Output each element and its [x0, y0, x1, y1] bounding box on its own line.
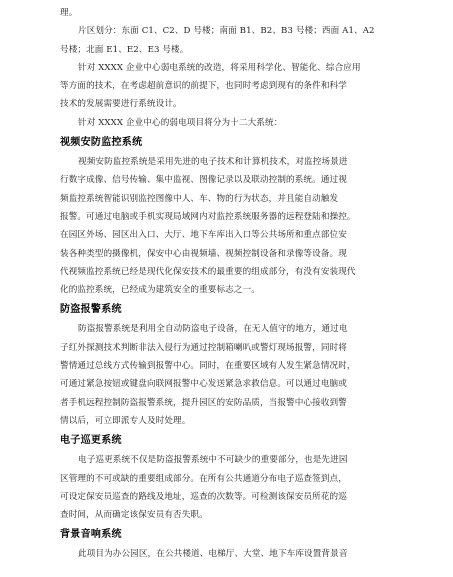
section-video-surveillance [60, 133, 393, 299]
section-heading: 防盗报警系统 [60, 304, 122, 316]
text-line: 视频安防监控系统是采用先进的电子技术和计算机技术，对监控场景进 [78, 157, 348, 168]
text-line: 频监控系统智能识别监控图像中人、车、物的行为状态，并且能自动触发 [60, 193, 339, 204]
text-line: 电子巡更系统不仅是防盗报警系统中不可缺少的重要部分，也是先进园 [78, 455, 348, 466]
text-line: 防盗报警系统是利用全自动防盗电子设备，在无人值守的地方，通过电 [78, 324, 348, 335]
text-line: 在园区外场、园区出入口、大厅、地下车库出入口等公共场所和重点部位安 [60, 230, 347, 241]
text-line: 报警。可通过电脑或手机实现局域网内对监控系统服务器的远程登陆和操控。 [60, 211, 356, 222]
text-line: 片区划分：东面 C1、C2、D 号楼；南面 B1、B2、B3 号楼；西面 A1、A2 [78, 26, 375, 37]
text-line: 警情通过总线方式传输到报警中心。同时，在重要区域有人发生紧急情况时， [60, 361, 356, 372]
text-line: 子红外探测技术判断非法入侵行为通过控制箱喇叭或警灯现场报警，同时将 [60, 342, 347, 353]
text-line: 号楼；北面 E1、E2、E3 号楼。 [60, 44, 189, 55]
text-line: 理。 [60, 8, 78, 18]
text-line: 化的监控系统，已经成为建筑安全的重要标志之一。 [60, 285, 260, 296]
section-heading: 电子巡更系统 [60, 435, 122, 447]
section-intrusion-alarm [60, 300, 393, 430]
text-line: 代视频监控系统已经是现代化保安技术的最重要的组成部分，有没有安装现代 [60, 266, 356, 277]
text-line: 装各种类型的摄像机，保安中心由视频墙、视频控制设备和录像等设备。现 [60, 248, 347, 259]
design-paragraph [60, 59, 393, 114]
text-line: 可设定保安员巡查的路线及地址，巡查的次数等。可检测该保安员所花的巡 [60, 491, 347, 502]
section-background-audio [60, 525, 393, 563]
text-line: 可通过紧急按钮或键盘向联网报警中心发送紧急求救信息。可以通过电脑或 [60, 379, 347, 390]
section-heading: 背景音响系统 [60, 529, 122, 541]
section-guard-patrol [60, 431, 393, 524]
text-line: 技术的发展需要进行系统设计。 [60, 99, 182, 110]
text-line: 等方面的技术，在考虑超前意识的前提下，也同时考虑到现有的条件和科学 [60, 81, 347, 92]
text-line: 区管理的不可或缺的重要组成部分。在所有公共通道分布电子巡查签到点， [60, 473, 347, 484]
text-line: 针对 XXXX 企业中心弱电系统的改造，将采用科学化、智能化、综合应用 [78, 62, 361, 73]
zoning-paragraph [60, 22, 393, 59]
text-line: 查时间，从而确定该保安员有否失职。 [60, 510, 208, 521]
text-line: 行数字成像、信号传输、集中监视、图像记录以及联动控制的系统。通过视 [60, 175, 347, 186]
summary-line: 针对 XXXX 企业中心的弱电项目将分为十二大系统： [78, 117, 283, 128]
section-heading: 视频安防监控系统 [60, 137, 143, 149]
text-line: 情以后，可立即派专人及时处理。 [60, 415, 191, 426]
text-line: 者手机远程控制防盗报警系统，提升园区的安防品质，当报警中心接收到警 [60, 397, 347, 408]
text-line: 此项目为办公园区，在公共楼道、电梯厅、大堂、地下车库设置背景音 [78, 549, 348, 560]
